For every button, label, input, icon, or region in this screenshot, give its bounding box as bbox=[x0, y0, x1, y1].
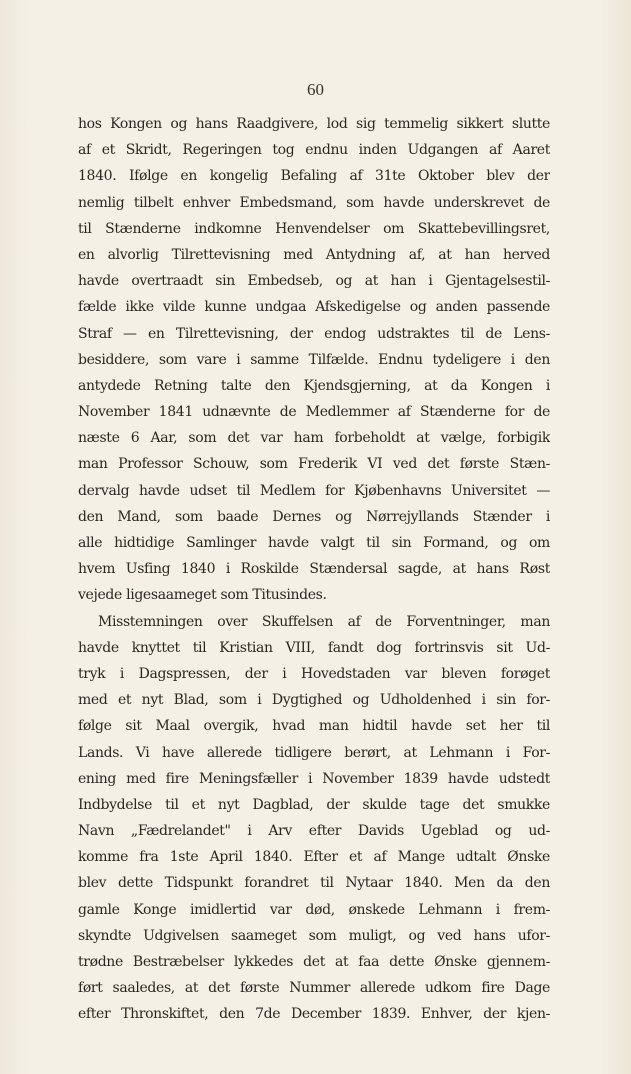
body-text bbox=[78, 111, 550, 1028]
text-line: komme fra 1ste April 1840. Efter et af Mange udtalt Ønske bbox=[78, 849, 550, 866]
text-line: dervalg havde udset til Medlem for Kjøbenhavns Universitet — bbox=[78, 482, 550, 499]
text-line: alle hidtidige Samlinger havde valgt til sin Formand, og om bbox=[78, 535, 550, 551]
text-line: besiddere, som vare i samme Tilfælde. Endnu tydeligere i den bbox=[78, 351, 550, 368]
text-line: næste 6 Aar, som det var ham forbeholdt at vælge, forbigik bbox=[78, 430, 550, 447]
paragraph-start-line: Misstemningen over Skuffelsen af de Forventninger, man bbox=[98, 613, 550, 630]
text-line: havde overtraadt sin Embedseb, og at han i Gjentagelsestil- bbox=[78, 273, 550, 290]
text-line: blev dette Tidspunkt forandret til Nytaar 1840. Men da den bbox=[78, 875, 550, 892]
text-line: efter Thronskiftet, den 7de December 1839. Enhver, der kjen- bbox=[78, 1006, 550, 1023]
text-line: til Stænderne indkomne Henvendelser om Skattebevillingsret, bbox=[78, 220, 550, 237]
text-line: antydede Retning talte den Kjendsgjerning, at da Kongen i bbox=[78, 377, 550, 394]
text-line: gamle Konge imidlertid var død, ønskede Lehmann i frem- bbox=[78, 901, 550, 918]
text-line: hvem Usfing 1840 i Roskilde Stændersal sagde, at hans Røst bbox=[78, 561, 550, 578]
text-line: tryk i Dagspressen, der i Hovedstaden var bleven forøget bbox=[78, 665, 550, 682]
text-line: Navn „Fædrelandet" i Arv efter Davids Ugeblad og ud- bbox=[78, 823, 550, 840]
text-line: havde knyttet til Kristian VIII, fandt dog fortrinsvis sit Ud- bbox=[78, 639, 550, 656]
text-line: fælde ikke vilde kunne undgaa Afskedigelse og anden passende bbox=[78, 299, 550, 316]
text-line: hos Kongen og hans Raadgivere, lod sig temmelig sikkert slutte bbox=[78, 116, 550, 132]
text-line: 1840. Ifølge en kongelig Befaling af 31te Oktober blev der bbox=[78, 168, 550, 185]
text-line: den Mand, som baade Dernes og Nørrejyllands Stænder i bbox=[78, 508, 550, 525]
text-line: ført saaledes, at det første Nummer allerede udkom fire Dage bbox=[78, 980, 550, 997]
text-line: man Professor Schouw, som Frederik VI ved det første Stæn- bbox=[78, 456, 550, 473]
text-line: en alvorlig Tilrettevisning med Antydning af, at han herved bbox=[78, 246, 550, 263]
text-line: ening med fire Meningsfæller i November 1839 havde udstedt bbox=[78, 770, 550, 787]
text-line: trødne Bestræbelser lykkedes det at faa dette Ønske gjennem- bbox=[78, 954, 550, 970]
text-line: Lands. Vi have allerede tidligere berørt, at Lehmann i For- bbox=[78, 744, 550, 761]
text-line: med et nyt Blad, som i Dygtighed og Udholdenhed i sin for- bbox=[78, 692, 550, 709]
text-line: Straf — en Tilrettevisning, der endog udstraktes til de Lens- bbox=[78, 325, 550, 342]
paragraph-end-line: vejede ligesaameget som Titusindes. bbox=[78, 587, 327, 604]
text-line: nemlig tilbelt enhver Embedsmand, som havde underskrevet de bbox=[78, 194, 550, 211]
text-line: skyndte Udgivelsen saameget som muligt, og ved hans ufor- bbox=[78, 927, 550, 944]
text-line: følge sit Maal overgik, hvad man hidtil havde set her til bbox=[78, 718, 550, 735]
text-line: Indbydelse til et nyt Dagblad, der skulde tage det smukke bbox=[78, 796, 550, 813]
page-number: 60 bbox=[307, 80, 324, 99]
text-line: af et Skridt, Regeringen tog endnu inden Udgangen af Aaret bbox=[78, 142, 550, 159]
text-line: November 1841 udnævnte de Medlemmer af Stænderne for de bbox=[78, 404, 550, 421]
